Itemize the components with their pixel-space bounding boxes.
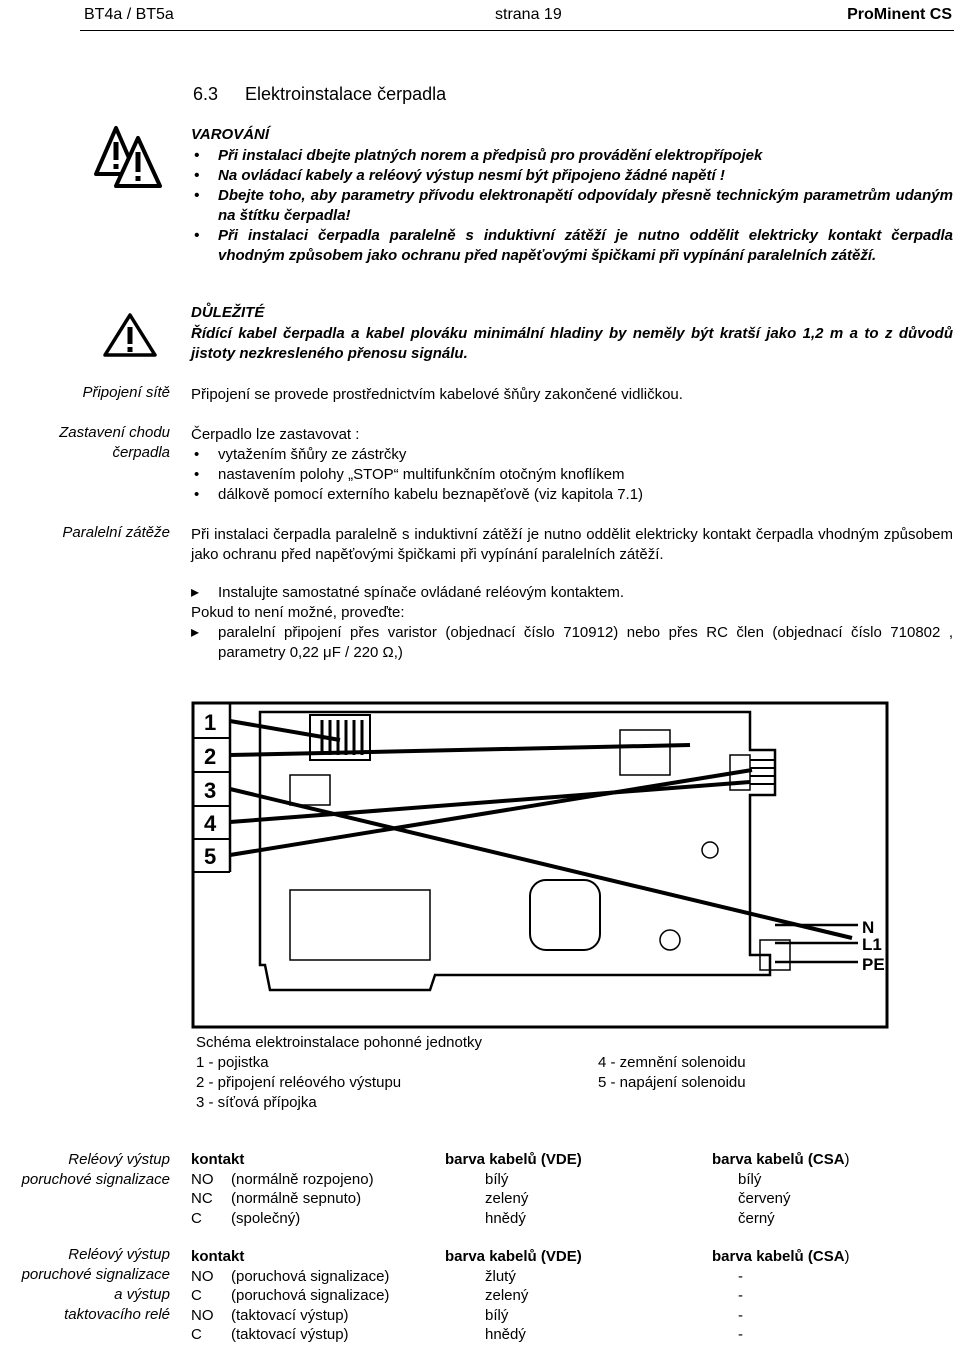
side-label-line: Zastavení chodu xyxy=(59,424,170,441)
terminal-n: N xyxy=(862,918,875,937)
col-header-vde: barva kabelů (VDE) xyxy=(445,1151,582,1168)
parallel-step-2 xyxy=(191,623,953,663)
side-label-line: taktovacího relé xyxy=(64,1306,170,1323)
diagram-caption-title: Schéma elektroinstalace pohonné jednotky xyxy=(196,1034,483,1051)
table-row: NO (poruchová signalizace) žlutý - xyxy=(191,1267,743,1285)
wiring-diagram xyxy=(190,700,890,1030)
double-warning-icon xyxy=(92,124,164,190)
table-row: C (společný) hnědý černý xyxy=(191,1209,775,1227)
side-label-line: poruchové signalizace xyxy=(21,1266,170,1283)
list-item: • vytažením šňůry ze zástrčky xyxy=(191,445,643,465)
list-item: • dálkově pomocí externího kabelu beznapěťově (viz kapitola 7.1) xyxy=(191,485,643,505)
list-item: • Při instalaci čerpadla paralelně s induktivní zátěží je nutno oddělit elektricky kontakt čerpadla vhodným způsobem jako ochranu před napěťovými špičkami při vypínání paralelních zátěží. xyxy=(191,226,953,266)
table-row: NO (taktovací výstup) bílý - xyxy=(191,1306,743,1324)
warning-icon xyxy=(102,312,158,358)
col-header-contact: kontakt xyxy=(191,1151,245,1168)
relay-1-table xyxy=(191,1151,888,1229)
side-label-stop xyxy=(0,423,170,463)
diagram-legend-left xyxy=(196,1053,401,1113)
side-label-line: Reléový výstup xyxy=(68,1246,170,1263)
side-label-line: Reléový výstup xyxy=(68,1151,170,1168)
side-label-line: čerpadla xyxy=(112,444,170,461)
diagram-legend-right xyxy=(598,1053,746,1093)
side-label-relay-2 xyxy=(0,1245,170,1325)
legend-item: 4 - zemnění solenoidu xyxy=(598,1054,746,1071)
component xyxy=(290,775,330,805)
col-header-csa: barva kabelů (CSA) xyxy=(712,1248,850,1265)
component xyxy=(660,930,680,950)
list-item: • Dbejte toho, aby parametry přívodu elektronapětí odpovídaly přesně technickým parametrům udaným na štítku čerpadla! xyxy=(191,186,953,226)
side-label-line: poruchové signalizace xyxy=(21,1171,170,1188)
side-label-mains: Připojení sítě xyxy=(82,384,170,401)
component xyxy=(620,730,670,775)
component xyxy=(290,890,430,960)
stop-intro: Čerpadlo lze zastavovat : xyxy=(191,426,360,443)
parallel-note: Pokud to není možné, proveďte: xyxy=(191,604,405,621)
terminal-pe: PE xyxy=(862,955,885,974)
parallel-text: Při instalaci čerpadla paralelně s induktivní zátěží je nutno oddělit elektricky kontakt čerpadla vhodným způsobem jako ochranu před napěťovými špičkami při vypínání paralelních zátěží. xyxy=(191,526,953,563)
header-doc-id: BT4a / BT5a xyxy=(84,6,174,23)
legend-item: 5 - napájení solenoidu xyxy=(598,1074,746,1091)
mains-text: Připojení se provede prostřednictvím kabelové šňůry zakončené vidličkou. xyxy=(191,386,683,403)
warning-label: VAROVÁNÍ xyxy=(191,126,270,143)
legend-item: 2 - připojení reléového výstupu xyxy=(196,1074,402,1091)
side-label-relay-1 xyxy=(0,1150,170,1190)
col-header-contact: kontakt xyxy=(191,1248,245,1265)
terminal-l1: L1 xyxy=(862,935,882,954)
section-title xyxy=(193,84,446,105)
section-title-text: Elektroinstalace čerpadla xyxy=(245,84,447,104)
side-label-line: a výstup xyxy=(114,1286,170,1303)
legend-item: 3 - síťová přípojka xyxy=(196,1094,317,1111)
diagram-number-2: 2 xyxy=(204,744,217,769)
col-header-csa: barva kabelů (CSA) xyxy=(712,1151,850,1168)
number-boxes xyxy=(194,710,230,872)
callout-lines xyxy=(230,721,852,938)
stop-list xyxy=(191,445,643,505)
diagram-number-4: 4 xyxy=(204,811,217,836)
table-row: NO (normálně rozpojeno) bílý bílý xyxy=(191,1170,762,1188)
list-item: • Na ovládací kabely a reléový výstup nesmí být připojeno žádné napětí ! xyxy=(191,166,953,186)
table-row: C (poruchová signalizace) zelený - xyxy=(191,1287,743,1305)
side-label-parallel: Paralelní zátěže xyxy=(62,524,170,541)
table-row: C (taktovací výstup) hnědý - xyxy=(191,1326,743,1344)
important-label: DŮLEŽITÉ xyxy=(191,304,265,321)
diagram-number-1: 1 xyxy=(204,710,217,735)
component xyxy=(702,842,718,858)
list-item: ▸ Instalujte samostatné spínače ovládané reléovým kontaktem. xyxy=(191,583,953,603)
parallel-step-1 xyxy=(191,583,953,603)
list-item: • Při instalaci dbejte platných norem a předpisů pro provádění elektropřípojek xyxy=(191,146,953,166)
warning-list xyxy=(191,146,953,266)
header-company: ProMinent CS xyxy=(847,6,952,23)
table-row: NC (normálně sepnuto) zelený červený xyxy=(191,1190,791,1208)
list-item: • nastavením polohy „STOP“ multifunkčním otočným knoflíkem xyxy=(191,465,643,485)
terminal-labels xyxy=(862,918,885,974)
table-header-row xyxy=(191,1151,888,1171)
important-text: Řídící kabel čerpadla a kabel plováku minimální hladiny by neměly být kratší jako 1,2 m a to z důvodů jistoty nezkresleného přenosu signálu. xyxy=(191,325,953,362)
diagram-number-3: 3 xyxy=(204,778,217,803)
table-header-row xyxy=(191,1248,888,1268)
header-rule xyxy=(80,30,954,31)
transformer xyxy=(530,880,600,950)
diagram-number-5: 5 xyxy=(204,844,217,869)
legend-item: 1 - pojistka xyxy=(196,1054,269,1071)
relay-2-table xyxy=(191,1248,888,1346)
list-item: ▸ paralelní připojení přes varistor (objednací číslo 710912) nebo přes RC člen (objednací číslo 710802 , parametry 0,22 μF / 220 Ω,) xyxy=(191,623,953,663)
col-header-vde: barva kabelů (VDE) xyxy=(445,1248,582,1265)
header-page-number: strana 19 xyxy=(495,6,562,23)
section-number: 6.3 xyxy=(193,84,219,104)
